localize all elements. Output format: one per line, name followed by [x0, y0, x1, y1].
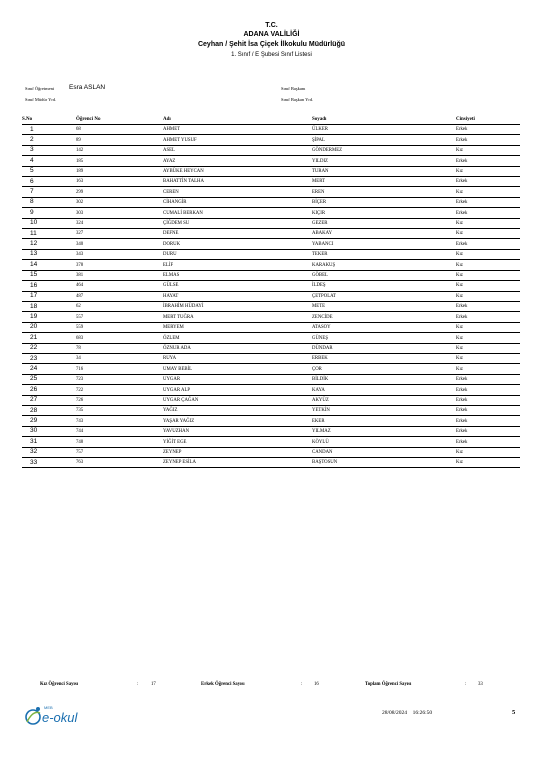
row-sno: 2 — [30, 136, 34, 143]
row-student-no: 716 — [76, 366, 84, 372]
row-name: CİHANGİR — [163, 200, 187, 206]
row-surname: MERT — [312, 179, 326, 185]
total-count-value: 33 — [478, 682, 483, 687]
row-student-no: 763 — [76, 460, 84, 466]
table-row — [22, 239, 520, 249]
row-sno: 17 — [30, 292, 38, 300]
row-sno: 1 — [30, 125, 34, 133]
total-count-sep: : — [465, 682, 467, 687]
row-student-no: 735 — [76, 408, 84, 414]
row-sno: 7 — [30, 188, 34, 196]
row-sno: 18 — [30, 302, 38, 310]
row-name: BAHATTİN TALHA — [163, 179, 204, 185]
row-gender: Kız — [456, 273, 463, 279]
row-surname: İLDEŞ — [312, 283, 326, 289]
row-surname: ŞİPAL — [312, 137, 325, 143]
row-sno: 5 — [30, 167, 34, 175]
row-sno: 11 — [30, 229, 37, 237]
row-name: DEFNE — [163, 231, 179, 237]
table-row — [22, 323, 520, 333]
table-row — [22, 396, 520, 406]
table-row — [22, 135, 520, 145]
row-student-no: 302 — [76, 200, 84, 206]
row-name: RUYA — [163, 356, 177, 362]
row-sno: 4 — [30, 156, 34, 164]
row-sno: 13 — [30, 250, 38, 258]
table-row — [22, 312, 520, 322]
row-name: ÇİĞDEM SU — [163, 221, 190, 227]
row-name: İBRAHİM HÜDAYİ — [163, 304, 204, 310]
row-gender: Kız — [456, 356, 463, 362]
row-sno: 9 — [30, 208, 34, 216]
row-gender: Erkek — [456, 429, 468, 435]
row-student-no: 557 — [76, 314, 84, 320]
boy-count-sep: : — [301, 682, 303, 687]
row-student-no: 343 — [76, 252, 84, 258]
president-label: Sınıf Başkanı — [281, 86, 306, 91]
row-student-no: 303 — [76, 210, 84, 216]
row-student-no: 744 — [76, 429, 84, 435]
row-surname: ÇETPOLAT — [312, 293, 336, 299]
row-student-no: 722 — [76, 387, 84, 393]
row-surname: AKYÜZ — [312, 397, 329, 403]
row-sno: 22 — [30, 344, 38, 352]
row-name: YAVUZHAN — [163, 429, 190, 435]
row-surname: CANDAN — [312, 449, 333, 455]
teacher-value: Esra ASLAN — [69, 84, 106, 91]
table-row — [22, 125, 520, 135]
row-student-no: 683 — [76, 335, 84, 341]
row-name: DURU — [163, 252, 177, 258]
row-student-no: 78 — [76, 345, 81, 351]
table-row — [22, 281, 520, 291]
teacher-label: Sınıf Öğretmeni — [25, 86, 55, 91]
row-student-no: 464 — [76, 283, 84, 289]
row-name: ELİF — [163, 262, 174, 268]
row-gender: Erkek — [456, 179, 468, 185]
row-gender: Erkek — [456, 397, 468, 403]
table-row — [22, 177, 520, 187]
row-surname: KAYA — [312, 387, 325, 393]
row-gender: Kız — [456, 231, 463, 237]
row-name: ZEYNEP ESİLA — [163, 460, 196, 466]
row-gender: Erkek — [456, 439, 468, 445]
row-surname: TURAN — [312, 169, 329, 175]
row-gender: Erkek — [456, 137, 468, 143]
row-name: CEREN — [163, 189, 179, 195]
row-name: DORUK — [163, 241, 181, 247]
row-sno: 27 — [30, 396, 38, 404]
row-surname: ATASOY — [312, 325, 331, 331]
girl-count-label: Kız Öğrenci Sayısı — [40, 682, 79, 687]
row-surname: GÜNEŞ — [312, 335, 328, 341]
total-count-label: Toplam Öğrenci Sayısı — [365, 682, 412, 687]
row-surname: BİÇER — [312, 200, 327, 206]
table-row — [22, 427, 520, 437]
row-sno: 23 — [30, 354, 38, 362]
table-row — [22, 416, 520, 426]
row-student-no: 743 — [76, 418, 84, 424]
row-gender: Kız — [456, 148, 463, 154]
row-name: UYGAR ALP — [163, 387, 191, 393]
row-gender: Erkek — [456, 127, 468, 133]
row-sno: 32 — [30, 448, 38, 456]
row-surname: ERBEK — [312, 356, 328, 362]
row-surname: GÖBEL — [312, 273, 328, 279]
row-student-no: 189 — [76, 169, 84, 175]
row-student-no: 163 — [76, 179, 84, 185]
row-surname: DÜNDAR — [312, 345, 333, 351]
table-row — [22, 364, 520, 374]
table-row — [22, 187, 520, 197]
col-gender: Cinsiyeti — [456, 117, 475, 122]
row-gender: Kız — [456, 345, 463, 351]
row-surname: ÇOR — [312, 366, 322, 372]
row-surname: YILMAZ — [312, 429, 331, 435]
row-student-no: 89 — [76, 137, 81, 143]
row-surname: GÖNDERMEZ — [312, 148, 343, 154]
header-governorship: ADANA VALİLİĞİ — [243, 31, 300, 38]
table-row — [22, 156, 520, 166]
e-okul-logo — [24, 700, 104, 730]
row-sno: 26 — [30, 385, 38, 393]
row-surname: METE — [312, 304, 326, 310]
row-surname: KÖYLÜ — [312, 439, 329, 445]
col-name: Adı — [163, 117, 171, 122]
row-sno: 8 — [30, 198, 34, 206]
row-name: CUMALİ BERKAN — [163, 210, 203, 216]
row-sno: 15 — [30, 271, 38, 279]
row-name: AYBÜKE HEYCAN — [163, 169, 204, 175]
table-row — [22, 333, 520, 343]
col-surname: Soyadı — [312, 117, 327, 122]
row-gender: Kız — [456, 189, 463, 195]
row-name: AHMET YUSUF — [163, 137, 197, 143]
table-row — [22, 302, 520, 312]
row-student-no: 559 — [76, 325, 84, 331]
row-sno: 25 — [30, 375, 38, 383]
table-row — [22, 208, 520, 218]
row-sno: 30 — [30, 427, 38, 435]
row-sno: 10 — [30, 219, 38, 227]
svg-text:e-okul: e-okul — [42, 710, 78, 725]
page-number: 5 — [512, 709, 516, 716]
row-sno: 20 — [30, 323, 38, 331]
row-student-no: 142 — [76, 148, 84, 154]
row-gender: Kız — [456, 335, 463, 341]
row-name: GÜLSE — [163, 283, 179, 289]
row-surname: ABAKAY — [312, 231, 333, 237]
row-sno: 16 — [30, 281, 38, 289]
row-gender: Erkek — [456, 241, 468, 247]
row-gender: Kız — [456, 221, 463, 227]
row-surname: YABANCI — [312, 241, 334, 247]
row-name: ASEL — [163, 148, 175, 154]
row-sno: 29 — [30, 416, 38, 424]
svg-text:MEB: MEB — [44, 705, 53, 710]
row-gender: Erkek — [456, 408, 468, 414]
row-sno: 19 — [30, 312, 38, 320]
row-student-no: 68 — [76, 127, 81, 133]
row-name: UYGAR — [163, 377, 181, 383]
row-surname: GEZER — [312, 221, 328, 227]
row-gender: Erkek — [456, 304, 468, 310]
table-row — [22, 219, 520, 229]
row-student-no: 757 — [76, 449, 84, 455]
row-student-no: 340 — [76, 241, 84, 247]
row-student-no: 299 — [76, 189, 84, 195]
row-name: HAYAT — [163, 293, 179, 299]
row-sno: 14 — [30, 260, 38, 268]
row-gender: Erkek — [456, 387, 468, 393]
row-surname: YETKİN — [312, 408, 330, 414]
row-surname: KARAKUŞ — [312, 262, 336, 268]
row-name: YAŞAR YAĞIZ — [163, 418, 195, 424]
table-body — [22, 125, 520, 468]
row-name: UMAY BEBİL — [163, 366, 193, 372]
deputy-label: Sınıf Müdür Yrd. — [25, 97, 57, 102]
table-row — [22, 250, 520, 260]
table-row — [22, 448, 520, 458]
table-row — [22, 458, 520, 468]
row-gender: Erkek — [456, 314, 468, 320]
row-student-no: 34 — [76, 356, 81, 362]
row-student-no: 62 — [76, 304, 81, 310]
row-name: YİĞİT EGE — [163, 439, 187, 445]
header-tc: T.C. — [265, 22, 278, 29]
row-surname: ÜLKER — [312, 127, 328, 133]
row-surname: TEKER — [312, 252, 328, 258]
header-class-list: 1. Sınıf / E Şubesi Sınıf Listesi — [231, 52, 312, 58]
row-gender: Kız — [456, 169, 463, 175]
girl-count-value: 17 — [151, 682, 156, 687]
table-row — [22, 406, 520, 416]
row-gender: Kız — [456, 262, 463, 268]
row-gender: Kız — [456, 325, 463, 331]
row-student-no: 748 — [76, 439, 84, 445]
row-surname: BAŞTOSUN — [312, 460, 338, 466]
row-gender: Kız — [456, 283, 463, 289]
table-row — [22, 344, 520, 354]
table-row — [22, 385, 520, 395]
table-row — [22, 167, 520, 177]
table-row — [22, 229, 520, 239]
row-gender: Kız — [456, 252, 463, 258]
row-gender: Kız — [456, 460, 463, 466]
row-surname: YILDIZ — [312, 158, 328, 164]
row-gender: Kız — [456, 449, 463, 455]
girl-count-sep: : — [137, 682, 139, 687]
table-row — [22, 375, 520, 385]
row-name: ÖZLEM — [163, 335, 180, 341]
row-surname: BİLDİK — [312, 377, 329, 383]
row-name: MERYEM — [163, 325, 184, 331]
row-sno: 24 — [30, 364, 38, 372]
row-name: ZEYNEP — [163, 449, 182, 455]
row-gender: Kız — [456, 293, 463, 299]
row-student-no: 381 — [76, 273, 84, 279]
row-surname: EREN — [312, 189, 325, 195]
boy-count-value: 16 — [314, 682, 319, 687]
row-name: AYAZ — [163, 158, 176, 164]
row-sno: 21 — [30, 333, 38, 341]
table-row — [22, 260, 520, 270]
row-sno: 3 — [30, 146, 34, 154]
table-row — [22, 146, 520, 156]
table-row — [22, 292, 520, 302]
row-name: ÖZNUR ADA — [163, 345, 191, 351]
row-student-no: 324 — [76, 221, 84, 227]
table-row — [22, 198, 520, 208]
row-surname: EKER — [312, 418, 325, 424]
print-date: 28/08/2024 16:26:50 — [382, 710, 433, 716]
row-student-no: 327 — [76, 231, 84, 237]
row-name: MERT TUĞRA — [163, 314, 194, 320]
row-gender: Erkek — [456, 210, 468, 216]
vice-president-label: Sınıf Başkan Yrd. — [281, 97, 314, 102]
row-gender: Erkek — [456, 200, 468, 206]
row-student-no: 185 — [76, 158, 84, 164]
row-surname: KIÇIR — [312, 210, 326, 216]
table-header — [22, 116, 520, 125]
row-surname: ZENCİDE — [312, 314, 333, 320]
row-sno: 33 — [30, 458, 38, 466]
row-gender: Erkek — [456, 418, 468, 424]
row-gender: Kız — [456, 366, 463, 372]
row-name: YAĞIZ — [163, 408, 178, 414]
col-student-no: Öğrenci No — [76, 117, 101, 122]
row-name: UYGAR ÇAĞAN — [163, 397, 199, 403]
table-row — [22, 271, 520, 281]
table-row — [22, 354, 520, 364]
row-sno: 31 — [30, 437, 38, 445]
col-sno: S.No — [22, 117, 33, 122]
table-row — [22, 437, 520, 447]
student-table — [22, 116, 520, 468]
row-sno: 12 — [30, 240, 38, 248]
row-gender: Erkek — [456, 158, 468, 164]
row-student-no: 487 — [76, 293, 84, 299]
row-sno: 28 — [30, 406, 38, 414]
row-sno: 6 — [30, 177, 34, 185]
header-school: Ceyhan / Şehit İsa Çiçek İlkokulu Müdürlüğü — [197, 41, 346, 48]
boy-count-label: Erkek Öğrenci Sayısı — [201, 682, 245, 687]
row-student-no: 378 — [76, 262, 84, 268]
row-gender: Erkek — [456, 377, 468, 383]
row-student-no: 726 — [76, 397, 84, 403]
row-name: AHMET — [163, 127, 181, 133]
row-name: ELMAS — [163, 273, 180, 279]
row-student-no: 723 — [76, 377, 84, 383]
